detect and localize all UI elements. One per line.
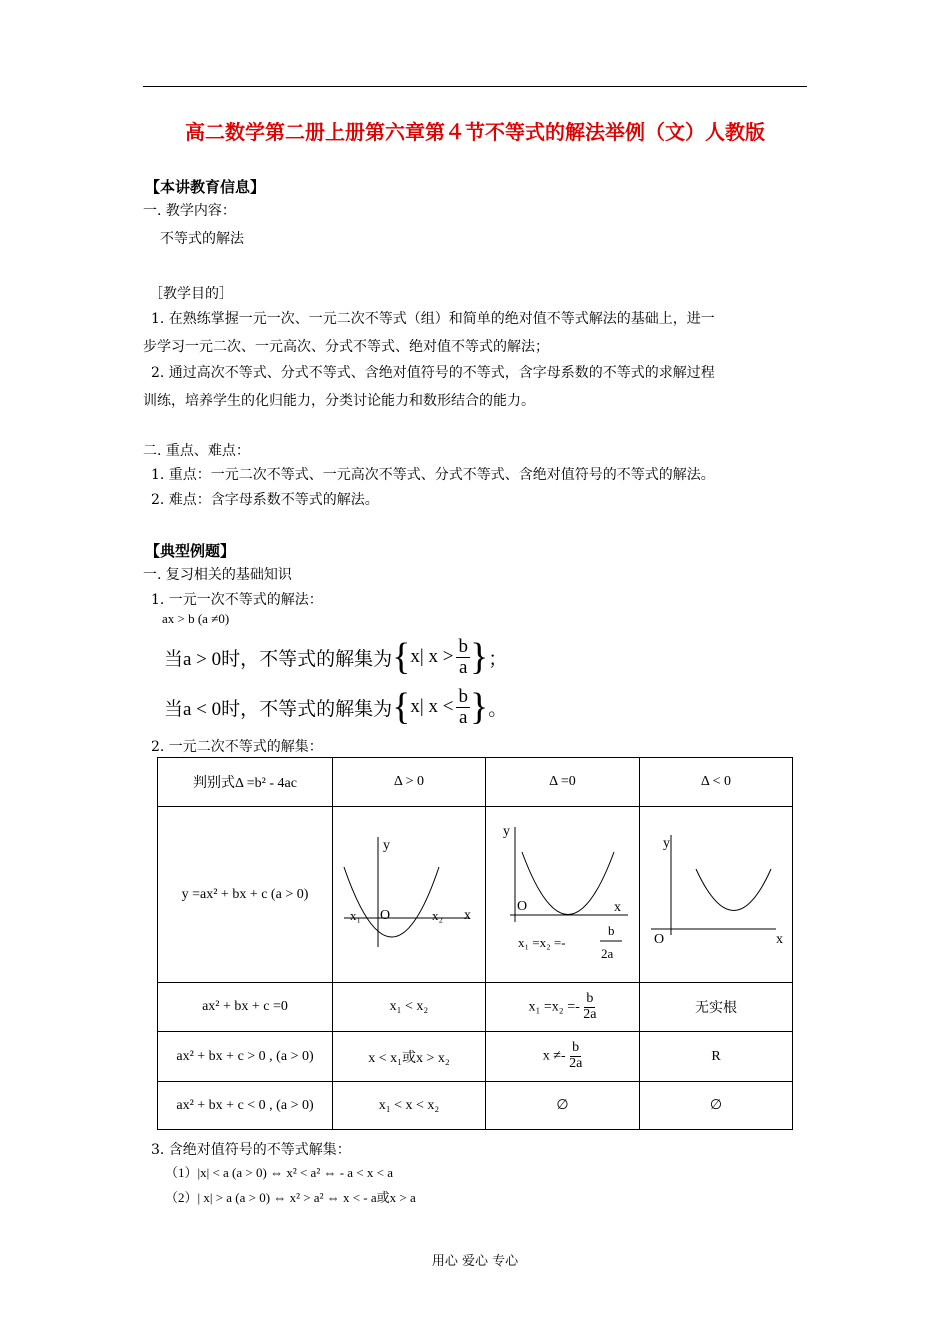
- gt-row-label: ax² + bx + c > 0 , (a > 0): [158, 1032, 333, 1082]
- gt-zero: x ≠- $\frac{b}{2a}$: [486, 1032, 640, 1082]
- gt-positive: x < x₁或x > x₂: [333, 1032, 486, 1082]
- svg-text:y: y: [383, 838, 390, 853]
- roots-negative: 无实根: [640, 983, 793, 1032]
- case-a-positive: 当a > 0时，不等式的解集为 { x| x > $\frac{b}{a}$ } ；: [164, 635, 508, 678]
- header-delta-negative: Δ < 0: [640, 758, 793, 807]
- svg-text:x: x: [613, 900, 621, 915]
- table-row: [158, 1082, 793, 1130]
- svg-text:x₂: x₂: [432, 908, 444, 923]
- svg-text:y: y: [502, 824, 510, 839]
- parabola-one-root-graph: [488, 807, 638, 977]
- table-row: [158, 758, 793, 807]
- lt-negative: ∅: [640, 1082, 793, 1130]
- svg-text:x₁ =x₂ =-: x₁ =x₂ =-: [517, 935, 566, 950]
- svg-text:b: b: [607, 923, 614, 938]
- goal-label: ［教学目的］: [149, 286, 233, 302]
- content-text: 不等式的解法: [160, 231, 244, 247]
- svg-text:x: x: [776, 932, 783, 947]
- lt-positive: x₁ < x < x₂: [333, 1082, 486, 1130]
- svg-text:x: x: [464, 908, 471, 923]
- review-label: 一. 复习相关的基础知识: [143, 567, 292, 583]
- graph-no-root: [640, 807, 793, 983]
- gt-negative: R: [640, 1032, 793, 1082]
- roots-row-label: ax² + bx + c =0: [158, 983, 333, 1032]
- case2-prefix: 当a < 0时，不等式的解集为: [164, 698, 393, 720]
- svg-text:O: O: [516, 899, 527, 914]
- case2-set: x| x <: [410, 696, 454, 717]
- table-row: [158, 1032, 793, 1082]
- table-row: [158, 983, 793, 1032]
- content-label: 一. 教学内容：: [143, 203, 236, 219]
- graph-two-roots: [333, 807, 486, 983]
- svg-text:2a: 2a: [600, 946, 613, 961]
- fraction-b-over-a: $\frac{b}{a}$: [458, 685, 468, 728]
- parabola-no-root-graph: [641, 807, 791, 977]
- svg-text:O: O: [380, 908, 391, 923]
- svg-text:O: O: [654, 932, 665, 947]
- header-discriminant: 判别式Δ =b² - 4ac: [158, 758, 333, 807]
- goal2-line2: 训练，培养学生的化归能力，分类讨论能力和数形结合的能力。: [143, 393, 535, 409]
- svg-text:x₁: x₁: [350, 908, 362, 923]
- quadratic-table: [157, 757, 793, 1130]
- key-label: 二. 重点、难点：: [143, 443, 250, 459]
- roots-zero: x₁ =x₂ =- $\frac{b}{2a}$: [486, 983, 640, 1032]
- case1-set: x| x >: [410, 646, 454, 667]
- graph-row-label: y =ax² + bx + c (a > 0): [158, 807, 333, 983]
- abs-case-1: （1）|x| < a (a > 0) ⇔ x² < a² ⇔ - a < x < a: [165, 1165, 393, 1180]
- goal2-line1: 2. 通过高次不等式、分式不等式、含绝对值符号的不等式，含字母系数的不等式的求解过程: [151, 365, 715, 381]
- svg-text:y: y: [663, 836, 670, 851]
- lt-row-label: ax² + bx + c < 0 , (a > 0): [158, 1082, 333, 1130]
- linear-inequality: ax > b (a ≠0): [162, 611, 230, 626]
- header-rule: [143, 86, 807, 87]
- header-delta-zero: Δ =0: [486, 758, 640, 807]
- item1-label: 1. 一元一次不等式的解法：: [151, 592, 323, 608]
- item2-label: 2. 一元二次不等式的解集：: [151, 739, 323, 755]
- page-footer: 用心 爱心 专心: [431, 1254, 519, 1269]
- item3-label: 3. 含绝对值符号的不等式解集：: [151, 1142, 351, 1158]
- page-title: 高二数学第二册上册第六章第４节不等式的解法举例（文）人教版: [185, 120, 765, 144]
- abs-case-2: （2）| x| > a (a > 0) ⇔ x² > a² ⇔ x < - a或x > a: [165, 1190, 416, 1205]
- section-header-info: 【本讲教育信息】: [145, 178, 266, 196]
- roots-positive: x₁ < x₂: [333, 983, 486, 1032]
- parabola-two-roots-graph: [334, 807, 484, 977]
- goal1-line1: 1. 在熟练掌握一元一次、一元二次不等式（组）和简单的绝对值不等式解法的基础上，进一: [151, 311, 715, 327]
- key-point-1: 1. 重点：一元二次不等式、一元高次不等式、分式不等式、含绝对值符号的不等式的解法。: [151, 467, 715, 483]
- goal1-line2: 步学习一元二次、一元高次、分式不等式、绝对值不等式的解法；: [143, 339, 549, 355]
- case1-prefix: 当a > 0时，不等式的解集为: [164, 648, 393, 670]
- fraction-b-over-a: $\frac{b}{a}$: [458, 635, 468, 678]
- lt-zero: ∅: [486, 1082, 640, 1130]
- section-header-examples: 【典型例题】: [145, 542, 236, 560]
- case-a-negative: 当a < 0时，不等式的解集为 { x| x < $\frac{b}{a}$ } 。: [164, 685, 508, 728]
- key-point-2: 2. 难点：含字母系数不等式的解法。: [151, 492, 379, 508]
- header-delta-positive: Δ > 0: [333, 758, 486, 807]
- table-row: [158, 807, 793, 983]
- graph-one-root: [486, 807, 640, 983]
